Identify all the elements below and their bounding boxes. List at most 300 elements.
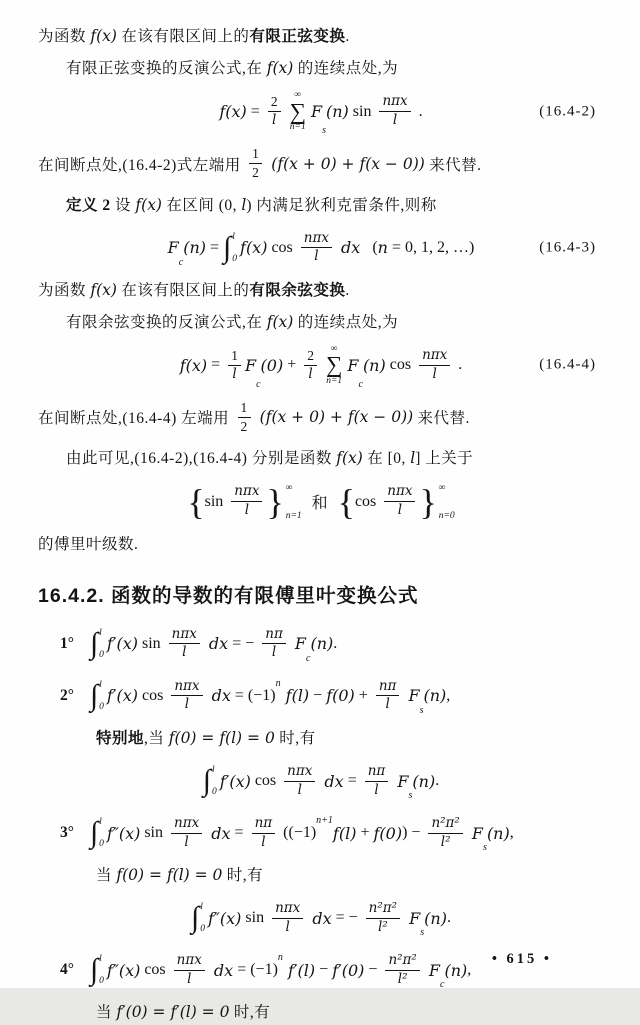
math-var: nπx [176,952,202,969]
fraction-denominator [438,834,454,851]
math-text: sin [137,634,165,652]
bold-run: 有限正弦变换 [249,28,346,45]
fraction [428,816,462,850]
math-var: nπx [171,625,197,642]
math-text: 在间断点处,(16.4-2)式左端用 [38,156,246,174]
math-text: = [206,238,224,256]
fraction-numerator [376,679,400,697]
math-text: . [435,772,440,789]
integral-glyph: ∫ [89,816,99,849]
text-run: 的连续点处,为 [293,314,399,331]
brace-upper-limit: ∞ [438,482,446,493]
math-text: sin [204,492,228,510]
math-text: . [333,634,338,652]
item-number: 2° [60,686,74,704]
math-var: f″(x) [106,960,141,980]
math-text: = − [228,634,259,652]
integral-upper-bound: l [232,231,235,242]
math-var: l [397,502,403,518]
formula-line [38,90,604,134]
summation [326,344,342,387]
fraction-denominator [371,782,381,799]
summation [290,90,306,133]
equation-number: (16.4-4) [539,356,596,373]
fraction-denominator [181,834,191,851]
fraction-numerator [228,348,241,366]
math-text: cos [140,961,170,979]
fraction [284,764,315,798]
math-var: f′(x) [106,634,138,654]
text-run: 有限余弦变换的反演公式,在 [66,314,267,331]
fraction [231,484,262,518]
fraction-numerator [419,348,450,366]
fraction [171,816,202,850]
math-var: dx [319,771,344,791]
text-run: ,当 [144,729,169,747]
fraction-denominator [242,502,252,519]
summation-upper-limit: ∞ [294,90,302,101]
integral-lower-bound: 0 [200,924,205,935]
text-run: f(x) [90,27,117,45]
math-expression [179,343,463,390]
math-text: 来代替. [424,156,482,174]
fraction-numerator [366,901,400,919]
fraction [228,348,241,382]
math-text: = − [331,909,362,927]
fraction-denominator [283,919,293,936]
text-run: 由此可见,(16.4-2),(16.4-4) 分别是函数 [66,450,337,468]
math-text: = (−1) [233,961,278,979]
math-text: sin [348,102,376,120]
integral-bounds [99,954,104,986]
formula-line [38,343,604,390]
math-var: f(0) [326,686,355,706]
math-var: f(x) [219,102,247,121]
math-text: cos [267,238,297,256]
page-body [38,25,604,1025]
summation-lower-limit: n=1 [289,122,306,133]
math-var: F [403,686,420,706]
math-var: l [285,918,290,935]
text-run: f(x) [266,59,294,78]
integral-bounds [99,628,104,660]
integral [90,680,104,712]
text-run: 时,有 [222,867,264,884]
math-var: (n) [412,771,436,791]
fraction-denominator [305,366,315,383]
math-var: (n) [423,686,447,706]
math-superscript: n [275,677,281,689]
integral-lower-bound: 0 [99,976,104,987]
math-var: F [347,355,359,375]
fraction [301,231,332,265]
fraction-denominator [269,644,279,661]
math-var: (n) [183,238,207,258]
text-line [38,311,604,334]
text-run: f(x) [135,195,162,214]
fraction-denominator [182,696,192,713]
brace-body [355,484,420,518]
fraction-denominator [179,644,189,661]
text-line [38,727,604,750]
math-text: , [509,824,514,841]
math-var: l² [440,833,451,850]
integral [90,628,104,660]
math-text: = [246,102,264,120]
math-var: f″(x) [106,823,141,843]
math-expression [89,952,472,991]
text-line [38,25,604,48]
integral-lower-bound: 0 [99,701,104,712]
integral [203,765,217,797]
math-var: nπx [174,814,200,831]
math-var: l [314,248,319,265]
integral-bounds [200,902,205,934]
math-text: 来代替. [413,410,470,428]
equation-number: (16.4-3) [539,239,596,256]
math-var: (n) [362,355,386,375]
integral-upper-bound: l [99,679,102,690]
summation-upper-limit: ∞ [330,343,338,354]
math-var: F [244,355,257,375]
fraction [171,679,202,713]
close-brace: } [266,481,284,522]
integral-bounds [232,232,237,264]
text-run: 为函数 [38,28,91,45]
text-line [38,864,604,887]
math-var: l [297,781,302,798]
math-var: f′(0) [332,960,365,980]
math-text: cos [250,772,281,789]
math-var: f(l) [332,823,357,843]
section-heading [38,580,604,608]
bold-run: 定义 2 [66,196,111,214]
integral-bounds [99,680,104,712]
math-superscript: n+1 [316,814,333,826]
math-var: l [432,365,437,382]
math-var: (n) [325,102,349,121]
integral-upper-bound: l [200,902,203,913]
integral-glyph: ∫ [89,953,99,987]
text-run: 时,有 [274,729,316,747]
fraction [376,679,400,713]
fraction [365,764,389,798]
integral-glyph: ∫ [89,678,99,712]
fraction-numerator [272,901,303,919]
sigma-glyph: ∑ [325,352,343,378]
fraction [252,816,276,850]
text-run: l [410,449,416,468]
math-var: n²π² [368,900,398,917]
text-run: ] 上关于 [415,450,474,468]
math-var: l [261,833,266,850]
math-var: (f(x + 0) + f(x − 0)) [266,154,425,173]
brace-body [205,484,267,518]
math-var: F [404,908,421,928]
fraction-numerator [365,764,389,782]
fraction-denominator [375,919,391,936]
math-var: l [385,696,390,713]
text-run: f′(0) = f′(l) = 0 [116,1003,230,1022]
math-text: . [446,909,451,927]
fraction-numerator [238,400,251,418]
integral-lower-bound: 0 [99,839,104,849]
fraction [366,901,400,935]
math-var: f′(x) [219,771,251,791]
braced-set [187,483,301,521]
fraction [249,146,262,180]
math-var: nπ [367,762,386,779]
math-text: = [230,824,248,841]
math-text: = [343,772,361,789]
text-run: f(0) = f(l) = 0 [168,728,275,747]
math-var: f(l) [280,686,310,706]
fraction [268,94,281,128]
math-var: nπx [303,229,329,246]
math-var: (n) [486,823,510,843]
math-var: (n) [424,908,447,928]
math-text: = 0, 1, 2, …) [387,238,475,256]
math-var: l [271,644,277,661]
fraction [169,627,200,661]
math-var: (f(x + 0) + f(x − 0)) [254,408,414,427]
fraction-denominator [258,834,268,851]
fraction-denominator [295,782,305,799]
math-text: 2 [252,165,260,180]
fraction-denominator [229,366,239,383]
text-run: f(0) = f(l) = 0 [116,866,223,884]
fraction [379,94,410,128]
math-subscript: c [178,256,184,268]
math-var: n²π² [431,814,460,831]
fraction-denominator [395,971,411,988]
math-expression [202,762,440,802]
math-var: (0) [260,355,284,375]
math-text: cos [354,492,381,510]
math-var: l [187,970,192,987]
math-text: = [207,356,225,374]
math-var: nπx [275,900,301,917]
math-var: f′(x) [106,686,138,706]
integral-upper-bound: l [99,954,102,965]
math-text: 在间断点处,(16.4-4) 左端用 [38,410,234,428]
text-run: 时,有 [229,1004,271,1022]
math-var: nπx [174,677,200,694]
math-var: l [374,781,379,798]
math-text: 1 [231,348,238,364]
fraction-numerator [174,953,205,971]
fraction-numerator [171,679,202,697]
integral-upper-bound: l [212,765,215,775]
math-var: l [272,112,277,128]
math-var: nπ [254,814,273,831]
fraction [174,953,205,987]
text-run: 设 [110,196,136,214]
close-brace: } [419,481,437,522]
sigma-glyph: ∑ [289,98,306,124]
math-var: F [423,960,441,980]
math-var: f(x) [179,355,208,375]
equation-number: (16.4-2) [539,103,596,119]
math-var: F [310,102,323,121]
formula-line [38,674,604,718]
math-var: dx [206,686,231,706]
math-var: l [184,833,189,850]
text-run: 在该有限区间上的 [116,28,250,45]
item-number: 3° [60,824,74,841]
fraction-numerator [231,484,262,502]
formula-line [38,622,604,666]
integral [191,902,205,934]
math-var: dx [208,960,234,980]
fraction [385,953,419,987]
text-line [38,279,604,302]
math-text: + [283,356,301,374]
math-expression [38,400,470,434]
math-var: nπx [287,762,313,779]
math-text: − [364,961,382,979]
math-var: l [244,502,250,518]
integral-lower-bound: 0 [99,649,104,660]
integral-lower-bound: 0 [232,253,238,264]
math-text: 1 [252,146,260,162]
integral-glyph: ∫ [191,901,200,935]
integral-bounds [99,817,104,849]
math-var: n [377,238,388,258]
text-run: 有限正弦变换的反演公式,在 [66,60,267,78]
brace-upper-limit: ∞ [285,482,293,493]
math-subscript: c [256,378,261,390]
fraction-denominator [184,971,194,988]
math-var: nπx [387,483,413,500]
math-text: − [315,961,333,979]
math-text: + [356,824,374,841]
integral-glyph: ∫ [223,230,232,264]
math-var: l² [397,970,408,987]
fraction-denominator [311,248,321,265]
math-var: nπx [382,93,408,110]
text-run: f(x) [336,449,363,468]
fraction-numerator [169,627,200,645]
text-line [38,533,604,556]
math-var: nπ [378,677,397,694]
math-var: (n) [444,960,468,980]
fraction-numerator [262,627,286,645]
math-text: 和 [303,495,336,512]
math-var: n²π² [388,952,417,969]
math-subscript: c [306,652,311,664]
fraction [384,484,415,518]
math-text: 2 [307,348,314,364]
math-text: 2 [270,94,278,110]
math-var: F [167,238,179,258]
fraction-numerator [304,348,317,366]
braced-set [338,483,455,521]
text-run: f(x) [266,313,294,331]
page-number: • 615 • [491,951,552,967]
math-subscript: c [358,378,363,390]
brace-limits [286,483,302,521]
fraction-numerator [252,816,276,834]
math-expression [185,483,456,521]
summation-lower-limit: n=1 [326,376,343,387]
fraction [238,400,251,434]
math-expression [191,900,451,939]
math-var: dx [307,908,332,928]
math-subscript: s [420,927,425,939]
formula-line [38,896,604,940]
math-var: nπx [422,347,448,364]
math-var: nπ [265,625,283,642]
math-text: cos [137,686,168,704]
math-var: f(x) [240,238,268,258]
math-text: , [446,686,451,704]
text-run: 为函数 [38,281,91,299]
open-brace: { [187,481,205,522]
text-run: . [345,28,350,45]
text-run: 16.4.2. 函数的导数的有限傅里叶变换公式 [38,584,419,607]
item-number: 4° [60,961,74,979]
math-text: sin [241,909,269,927]
math-expression [167,229,475,268]
text-run: . [345,281,350,299]
math-var: dx [203,634,229,654]
text-run: 当 [96,1004,117,1022]
math-var: l [184,696,190,713]
math-text: ) − [402,824,425,841]
math-var: F [289,634,307,654]
fraction-numerator [384,484,415,502]
math-expression [89,814,514,854]
brace-lower-limit: n=0 [438,510,455,521]
math-var: nπx [234,483,260,500]
fraction [304,348,317,382]
integral-glyph: ∫ [89,626,99,660]
math-var: F [392,771,409,791]
text-run: ) 内满足狄利克雷条件,则称 [246,196,437,214]
math-var: f(0) [373,823,403,843]
fraction-numerator [385,953,419,971]
math-text: sin [140,824,167,841]
math-text: cos [385,356,416,374]
integral-glyph: ∫ [202,764,212,797]
math-text: . [414,102,423,120]
fraction-numerator [301,231,332,249]
fraction [272,901,303,935]
math-text: 2 [240,418,248,434]
fraction [262,627,286,661]
fraction-numerator [284,764,315,782]
fraction-denominator [238,418,251,435]
math-text: . [454,356,463,374]
text-run: 的傅里叶级数. [38,535,139,553]
integral [223,232,237,264]
math-var: l [232,365,237,382]
math-text: ( [360,238,378,256]
math-var: f″(x) [208,908,242,928]
math-expression [89,625,338,664]
fraction [419,348,450,382]
fraction-numerator [428,816,462,834]
integral-lower-bound: 0 [212,787,217,797]
math-var: l² [378,918,388,935]
math-text: + [354,686,372,704]
math-subscript: s [408,790,413,802]
fraction-denominator [382,696,392,713]
fraction-denominator [395,502,405,519]
math-text: , [467,961,472,979]
formula-line [38,811,604,855]
